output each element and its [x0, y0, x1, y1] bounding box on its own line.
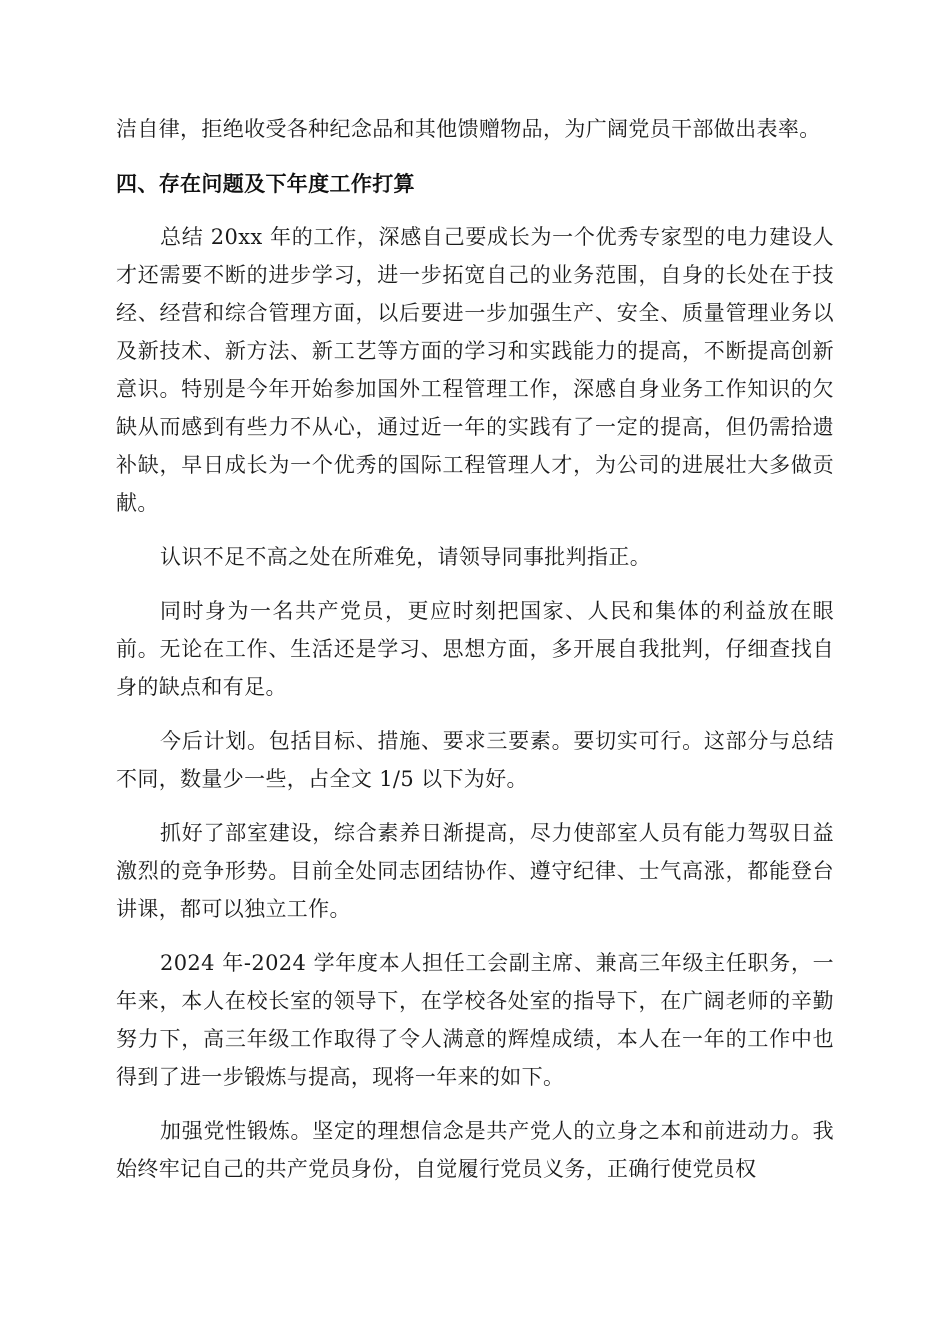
- paragraph-future-plan: 今后计划。包括目标、措施、要求三要素。要切实可行。这部分与总结不同，数量少一些，占全文 1/5 以下为好。: [116, 729, 834, 791]
- paragraph-summary: 总结 20xx 年的工作，深感自己要成长为一个优秀专家型的电力建设人才还需要不断的进步学习，进一步拓宽自己的业务范围，自身的长处在于技经、经营和综合管理方面，以后要进一步加强生产、安全、质量管理业务以及新技术、新方法、新工艺等方面的学习和实践能力的提高，不断提高创新意识。特别是今年开始参加国外工程管理工作，深感自身业务工作知识的欠缺从而感到有些力不从心，通过近一年的实践有了一定的提高，但仍需拾遗补缺，早日成长为一个优秀的国际工程管理人才，为公司的进展壮大多做贡献。: [116, 225, 834, 515]
- intro-continuation-paragraph: 洁自律，拒绝收受各种纪念品和其他馈赠物品，为广阔党员干部做出表率。: [116, 117, 821, 141]
- section-heading: 四、存在问题及下年度工作打算: [116, 172, 415, 196]
- paragraph-party-member: 同时身为一名共产党员，更应时刻把国家、人民和集体的利益放在眼前。无论在工作、生活还是学习、思想方面，多开展自我批判，仔细查找自身的缺点和有足。: [116, 599, 834, 699]
- paragraph-party-training: 加强党性锻炼。坚定的理想信念是共产党人的立身之本和前进动力。我始终牢记自己的共产党员身份，自觉履行党员义务，正确行使党员权: [116, 1119, 834, 1181]
- paragraph-school-year: 2024 年-2024 学年度本人担任工会副主席、兼高三年级主任职务，一年来，本人在校长室的领导下，在学校各处室的指导下，在广阔老师的辛勤努力下，高三年级工作取得了令人满意的辉煌成绩，本人在一年的工作中也得到了进一步锻炼与提高，现将一年来的如下。: [116, 951, 834, 1089]
- paragraph-acknowledgement: 认识不足不高之处在所难免，请领导同事批判指正。: [160, 545, 652, 569]
- document-body: [116, 110, 834, 1204]
- paragraph-department-building: 抓好了部室建设，综合素养日渐提高，尽力使部室人员有能力驾驭日益激烈的竞争形势。目前全处同志团结协作、遵守纪律、士气高涨，都能登台讲课，都可以独立工作。: [116, 821, 834, 921]
